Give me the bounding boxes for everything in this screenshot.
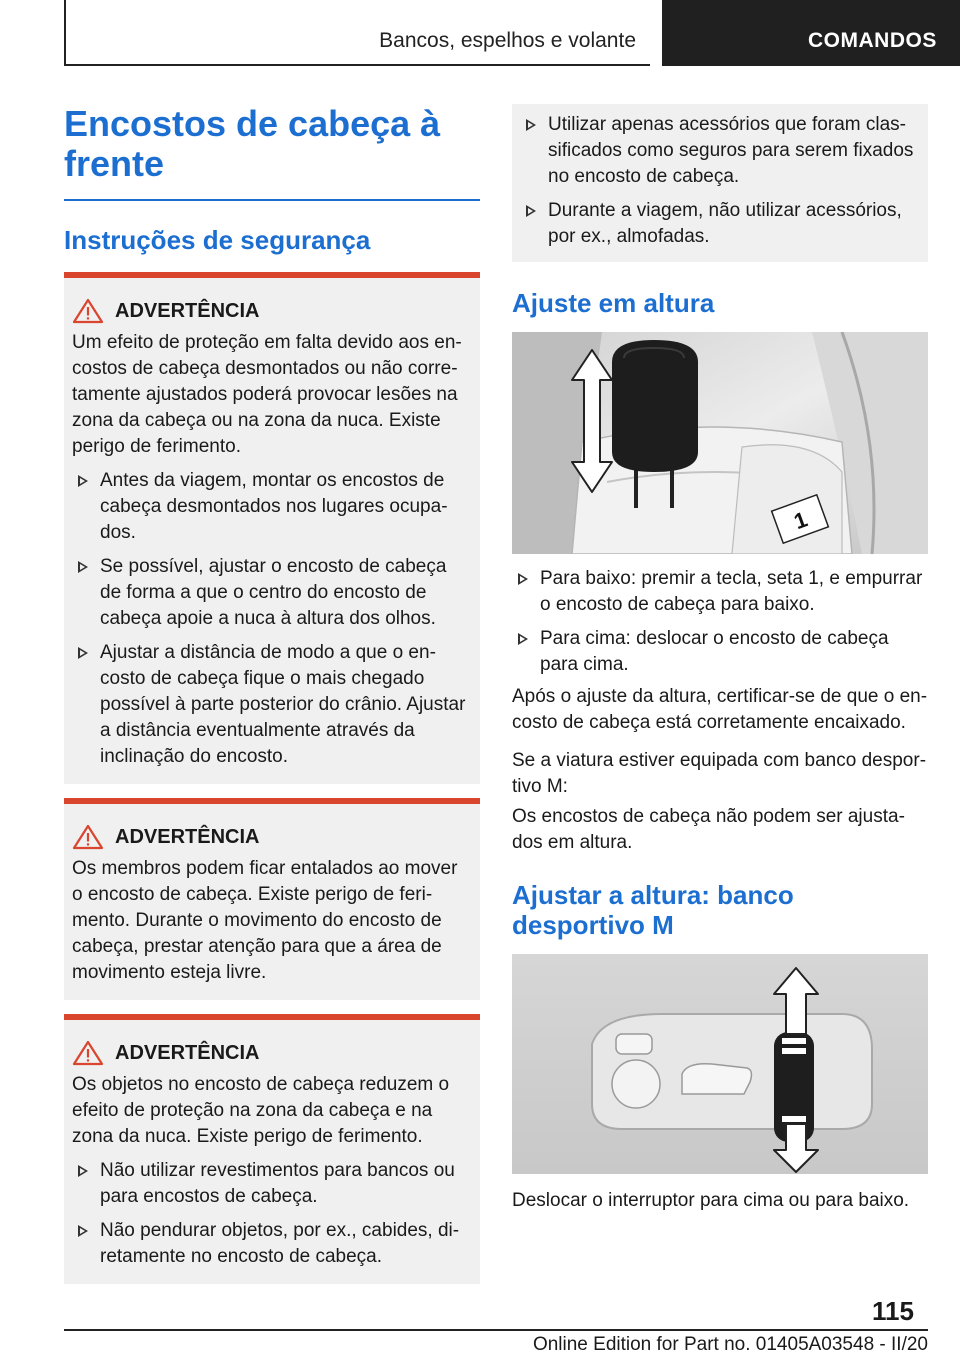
sport-seat-caption-block <box>512 1188 928 1214</box>
warning-title-1 <box>72 298 472 324</box>
page-title-line1: Encostos de cabeça à <box>64 103 441 144</box>
sport-seat-caption: Deslocar o interruptor para cima ou para baixo. <box>512 1190 910 1211</box>
triangle-bullet-icon <box>518 633 528 645</box>
triangle-bullet-icon <box>518 573 528 585</box>
header-chapter-tab: COMANDOS <box>662 0 960 66</box>
list-item <box>72 1158 472 1210</box>
sport-seat-switch-illustration <box>512 954 928 1174</box>
list-item-text: Durante a viagem, não utilizar acessórios, por ex., almofadas. <box>548 200 902 247</box>
page-title-line2: frente <box>64 143 165 184</box>
warning-3-list <box>72 1158 472 1270</box>
safety-subtitle: Instruções de segurança <box>64 225 371 255</box>
warning-continuation-box <box>512 104 928 262</box>
title-rule <box>64 199 480 201</box>
triangle-bullet-icon <box>78 561 88 573</box>
height-adjust-body <box>512 566 928 856</box>
headrest-illustration-svg <box>512 332 928 554</box>
page-number: 115 <box>872 1296 914 1326</box>
list-item-text: Se possível, ajustar o encosto de cabeça de forma a que o centro do encosto de cabeça apoie a nuca à altura dos olhos. <box>100 556 447 629</box>
header-bottom-rule <box>64 64 650 66</box>
list-item-text: Utilizar apenas acessórios que foram classificados como seguros para serem fixados no encosto de cabeça. <box>548 114 914 187</box>
triangle-bullet-icon <box>526 205 536 217</box>
warning-text-1: Um efeito de proteção em falta devido aos encostos de cabeça desmontados ou não corretamente ajustados poderá provocar lesões na zona da cabeça ou na zona da nuca. Existe perigo de ferimento. <box>72 332 462 457</box>
list-item <box>512 626 928 678</box>
warning-triangle-icon <box>72 298 104 324</box>
height-adjust-para-2: Se a viatura estiver equipada com banco desportivo M: <box>512 750 927 797</box>
footer-edition: Online Edition for Part no. 01405A03548 - II/20 <box>532 1334 928 1355</box>
left-column <box>64 104 480 1284</box>
warning-title-3 <box>72 1040 472 1066</box>
warning-box-2 <box>64 798 480 1000</box>
warning-title-2 <box>72 824 472 850</box>
list-item-text: Para cima: deslocar o encosto de cabeça para cima. <box>540 628 889 675</box>
sport-seat-illustration-svg <box>512 954 928 1174</box>
list-item-text: Não pendurar objetos, por ex., cabides, diretamente no encosto de cabeça. <box>100 1220 460 1267</box>
sport-seat-title-line1: Ajustar a altura: banco <box>512 880 794 910</box>
footer-rule <box>64 1329 928 1331</box>
triangle-bullet-icon <box>78 647 88 659</box>
height-adjust-para-3: Os encostos de cabeça não podem ser ajustados em altura. <box>512 806 905 853</box>
list-item-text: Para baixo: premir a tecla, seta 1, e empurrar o encosto de cabeça para baixo. <box>540 568 923 615</box>
warning-label: ADVERTÊNCIA <box>115 1041 260 1064</box>
triangle-bullet-icon <box>526 119 536 131</box>
triangle-bullet-icon <box>78 1165 88 1177</box>
list-item <box>72 640 472 770</box>
height-adjust-list <box>512 566 928 678</box>
height-adjust-title: Ajuste em altura <box>512 288 715 318</box>
page-title <box>64 104 480 184</box>
list-item <box>520 112 920 190</box>
warning-triangle-icon <box>72 824 104 850</box>
continued-warning-list <box>520 112 920 250</box>
list-item <box>520 198 920 250</box>
list-item-text: Não utilizar revestimentos para bancos ou para encostos de cabeça. <box>100 1160 455 1207</box>
sport-seat-title-line2: desportivo M <box>512 910 674 940</box>
warning-text-2: Os membros podem ficar entalados ao mover o encosto de cabeça. Existe perigo de ferimento. Durante o movimento do encosto de cabeça, prestar atenção para que a área de movimento esteja livre. <box>72 858 458 983</box>
triangle-bullet-icon <box>78 475 88 487</box>
list-item <box>72 554 472 632</box>
warning-box-3 <box>64 1014 480 1284</box>
sport-seat-title <box>512 880 928 940</box>
header-section-title: Bancos, espelhos e volante <box>379 29 636 52</box>
callout-1: 1 <box>790 506 811 535</box>
list-item-text: Ajustar a distância de modo a que o encosto de cabeça fique o mais chegado possível à parte posterior do crânio. Ajustar a distância eventualmente através da inclinação do encosto. <box>100 642 466 767</box>
warning-triangle-icon <box>72 1040 104 1066</box>
right-column <box>512 104 928 1224</box>
triangle-bullet-icon <box>78 1225 88 1237</box>
warning-text-3: Os objetos no encosto de cabeça reduzem o efeito de proteção na zona da cabeça e na zona da nuca. Existe perigo de ferimento. <box>72 1074 450 1147</box>
list-item-text: Antes da viagem, montar os encostos de cabeça desmontados nos lugares ocupados. <box>100 470 448 543</box>
warning-label: ADVERTÊNCIA <box>115 299 260 322</box>
list-item <box>72 1218 472 1270</box>
page-header <box>0 0 960 66</box>
warning-1-list <box>72 468 472 770</box>
headrest-height-illustration <box>512 332 928 554</box>
warning-box-1 <box>64 272 480 784</box>
warning-label: ADVERTÊNCIA <box>115 825 260 848</box>
list-item <box>512 566 928 618</box>
list-item <box>72 468 472 546</box>
height-adjust-para-1: Após o ajuste da altura, certificar-se de que o encosto de cabeça está corretamente encaixado. <box>512 686 928 733</box>
